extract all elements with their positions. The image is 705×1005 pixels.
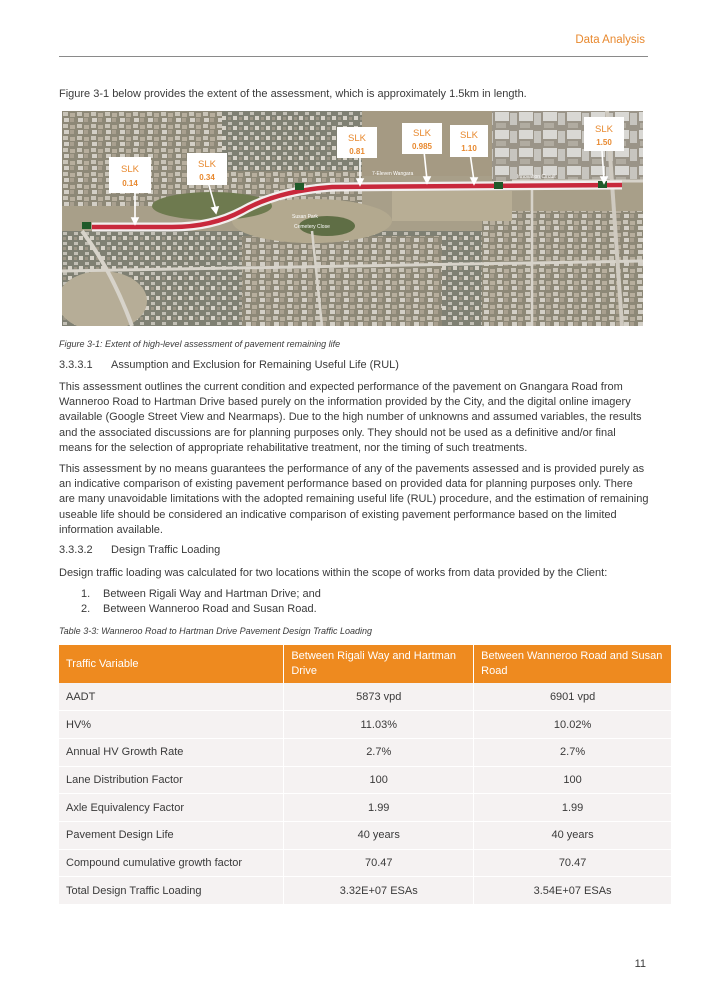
slk-prefix: SLK bbox=[460, 130, 478, 141]
table-row: AADT 5873 vpd 6901 vpd bbox=[59, 683, 672, 711]
header-divider bbox=[59, 56, 648, 57]
intro-text: Figure 3-1 below provides the extent of the assessment, which is approximately 1.5km in length. bbox=[59, 88, 527, 100]
section-heading-traffic bbox=[59, 544, 220, 556]
map-label-cemetery: Cemetery Close bbox=[294, 224, 330, 230]
table-header-cell: Between Rigali Way and Hartman Drive bbox=[284, 645, 474, 683]
location-list bbox=[81, 587, 321, 617]
slk-marker-value: 1.10 bbox=[461, 144, 477, 153]
table-header-cell: Between Wanneroo Road and Susan Road bbox=[474, 645, 672, 683]
slk-marker-value: 0.34 bbox=[199, 173, 215, 182]
table-row: Pavement Design Life 40 years 40 years bbox=[59, 821, 672, 849]
table-row: Annual HV Growth Rate 2.7% 2.7% bbox=[59, 738, 672, 766]
section-heading-rul bbox=[59, 359, 399, 371]
section-number: 3.3.3.2 bbox=[59, 544, 93, 556]
section-title: Design Traffic Loading bbox=[111, 544, 221, 556]
paragraph-assessment: This assessment outlines the current condition and expected performance of the pavement on Gnangara Road from Wanneroo Road to Hartman Drive based purely on the information provided by the City, and the digital online imagery available (Google Street View and Nearmaps). Due to the high number of unknowns and assumed variables, the results and the associated discussions are for planning purposes only. They should not be used as a definitive and/or final means for the selection of appropriate rehabilitative treatment, nor the timing of such treatments. bbox=[59, 381, 642, 454]
map-label-susan-park: Susan Park bbox=[292, 214, 318, 220]
paragraph-traffic: Design traffic loading was calculated for two locations within the scope of works from data provided by the Client: bbox=[59, 567, 608, 579]
list-item: 1. Between Rigali Way and Hartman Drive; and bbox=[81, 588, 321, 600]
slk-marker-value: 0.81 bbox=[349, 147, 365, 156]
paragraph-guarantee: This assessment by no means guarantees the performance of any of the pavements assessed and is provided purely as an indicative comparison of existing pavement performance based on provided data for planning purposes only. There are many unavoidable limitations with the adopted remaining useful life (RUL) procedure, and the estimation of remaining useable life should be considered an indicative comparison of existing pavement performance based on the limited information available. bbox=[59, 463, 649, 536]
aerial-map-figure bbox=[62, 111, 643, 326]
slk-marker-value: 1.50 bbox=[596, 138, 612, 147]
table-row: Compound cumulative growth factor 70.47 70.47 bbox=[59, 849, 672, 877]
table-row: Total Design Traffic Loading 3.32E+07 ESAs 3.54E+07 ESAs bbox=[59, 877, 672, 905]
section-title: Assumption and Exclusion for Remaining Useful Life (RUL) bbox=[111, 359, 399, 371]
traffic-loading-table bbox=[59, 645, 672, 905]
slk-marker-value: 0.14 bbox=[122, 179, 138, 188]
table-row: Lane Distribution Factor 100 100 bbox=[59, 766, 672, 794]
slk-prefix: SLK bbox=[595, 124, 613, 135]
slk-marker-value: 0.985 bbox=[411, 142, 433, 151]
section-number: 3.3.3.1 bbox=[59, 359, 93, 371]
slk-prefix: SLK bbox=[198, 159, 216, 170]
table-header-cell: Traffic Variable bbox=[59, 645, 284, 683]
table-row: Axle Equivalency Factor 1.99 1.99 bbox=[59, 794, 672, 822]
slk-prefix: SLK bbox=[413, 128, 431, 139]
page-number: 11 bbox=[634, 958, 646, 970]
header-section-label: Data Analysis bbox=[575, 34, 645, 46]
map-label-seven-eleven: 7-Eleven Wangara bbox=[372, 171, 414, 177]
figure-caption: Figure 3-1: Extent of high-level assessment of pavement remaining life bbox=[59, 339, 341, 349]
slk-prefix: SLK bbox=[121, 164, 139, 175]
table-caption: Table 3-3: Wanneroo Road to Hartman Drive Pavement Design Traffic Loading bbox=[59, 626, 372, 636]
table-row: HV% 11.03% 10.02% bbox=[59, 711, 672, 739]
map-label-innovation: Innovation Circuit bbox=[517, 174, 556, 180]
slk-prefix: SLK bbox=[348, 133, 366, 144]
list-item: 2. Between Wanneroo Road and Susan Road. bbox=[81, 603, 317, 615]
